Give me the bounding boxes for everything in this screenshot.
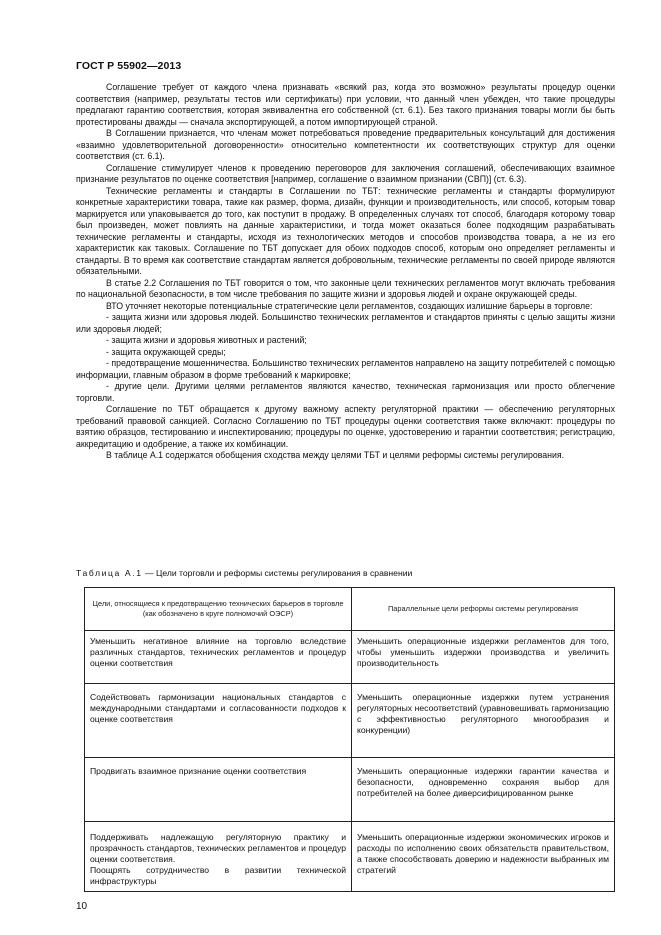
- table-header-left: [85, 588, 352, 631]
- table-row: [85, 758, 615, 822]
- table-header-row: [85, 588, 615, 631]
- table-cell-text: Поощрять сотрудничество в развитии технической инфраструктуры: [90, 865, 346, 886]
- table-row: [85, 631, 615, 684]
- list-item: - защита окружающей среды;: [106, 346, 226, 357]
- header-left-line: Цели, относящиеся к предотвращению технических барьеров: [92, 599, 306, 608]
- paragraph: В Соглашении признается, что членам может потребоваться проведение предварительных консультаций для достижения «взаимно удовлетворительной договоренности» относительно компетентности их соответствующих структур для оценки соответствия (ст. 6.1).: [76, 128, 615, 161]
- paragraph: Технические регламенты и стандарты в Соглашении по ТБТ: технические регламенты и стандарты формулируют конкретные характеристики товара, такие как размер, форма, дизайн, функции и производительность, или способ, которым товар маркируется или упаковывается до того, как поступит в продажу. В определенных случаях тот способ, благодаря которому товар был произведен, может повлиять на данные характеристики, и тогда может оказаться более подходящим разрабатывать технические регламенты и стандарты, исходя из технологических методов и способов производства товара, а не из его характеристик как таковых. Соглашение по ТБТ допускает для обоих подходов способ, которым оно определяет регламенты и стандарты. В то время как соответствие стандартам является добровольным, технические регламенты по своей природе являются обязательными.: [76, 185, 615, 276]
- table-cell: Содействовать гармонизации национальных стандартов с международными стандартами и согласованности подходов к оценке соответствия: [85, 684, 352, 758]
- paragraph: ВТО уточняет некоторые потенциальные стратегические цели регламентов, создающих излишние барьеры в торговле:: [106, 300, 593, 311]
- paragraph: Соглашение по ТБТ обращается к другому важному аспекту регуляторной практики — обеспечению регуляторных требований правовой санкцией. Согласно Соглашению по ТБТ процедуры оценки соответствия также включают: процедуры по взятию образцов, тестированию и инспектированию; процедуры по оценке, удостоверению и гарантии соответствия; регистрацию, аккредитацию и одобрение, а также их комбинации.: [76, 404, 615, 449]
- table-cell: Уменьшить операционные издержки регламентов для того, чтобы уменьшить издержки производства и увеличить производительность: [352, 631, 615, 684]
- list-item: - защита жизни и здоровья животных и растений;: [106, 335, 307, 345]
- paragraph: Соглашение стимулирует членов к проведению переговоров для заключения соглашений, обеспечивающих взаимное признание результатов по оценке соответствия [например, соглашение о взаимном признании (СВП)] (ст. 6.3).: [76, 162, 615, 184]
- table-cell: Уменьшить негативное влияние на торговлю вследствие различных стандартов, технических регламентов и процедур оценки соответствия: [85, 631, 352, 684]
- table-cell: Продвигать взаимное признание оценки соответствия: [85, 758, 352, 822]
- list-item: - другие цели. Другими целями регламентов являются качество, техническая гармонизация или просто облегчение торговли.: [76, 381, 615, 403]
- table-header-right: Параллельные цели реформы системы регулирования: [352, 588, 615, 631]
- table-caption: [76, 568, 412, 579]
- table-cell-text: Поддерживать надлежащую регуляторную практику и прозрачность стандартов, технических регламентов и процедур оценки соответствия.: [90, 832, 346, 864]
- document-header: ГОСТ Р 55902—2013: [76, 60, 182, 72]
- paragraph: В статье 2.2 Соглашения по ТБТ говорится о том, что законные цели технических регламентов могут включать требования по национальной безопасности, в том числе требования по защите жизни и здоровья людей и охране окружающей среды.: [76, 277, 615, 299]
- table-row: [85, 822, 615, 892]
- header-left-line: в торговле (как обозначено в круге полномочий ОЭСР): [142, 599, 344, 618]
- table-cell: [85, 822, 352, 892]
- table-caption-text: — Цели торговли и реформы системы регулирования в сравнении: [142, 568, 413, 578]
- table-cell: Уменьшить операционные издержки путем устранения регуляторных несоответствий (уравновешивать гармонизацию с эффективностью регуляторного многообразия и конкуренции): [352, 684, 615, 758]
- table-row: [85, 684, 615, 758]
- table-cell: Уменьшить операционные издержки экономических игроков и расходы по исполнению своих обязательств правительством, а также способствовать доверию и надежности выбранных им стратегий: [352, 822, 615, 892]
- table-cell: Уменьшить операционные издержки гарантии качества и безопасности, одновременно сохраняя выбор для потребителей на более диверсифицированном рынке: [352, 758, 615, 822]
- paragraph: Соглашение требует от каждого члена признавать «всякий раз, когда это возможно» результаты процедур оценки соответствия (например, результаты тестов или сертификаты) при условии, что данный член убежден, что такие процедуры предлагают гарантию соответствия, которая эквивалентна его собственной (ст. 6.1). Без такого признания товары могли бы быть протестированы дважды — сначала экспортирующей, а потом импортирующей страной.: [76, 82, 615, 127]
- table-caption-label: Таблица А.1: [76, 568, 143, 578]
- list-item: - защита жизни или здоровья людей. Большинство технических регламентов и стандартов приняты с целью защиты жизни или здоровья людей;: [76, 312, 615, 334]
- comparison-table: [84, 587, 615, 892]
- list-item: - предотвращение мошенничества. Большинство технических регламентов направлено на защиту потребителей с помощью информации, главным образом в форме требований к маркировке;: [76, 358, 615, 380]
- body-text: [76, 82, 615, 462]
- paragraph: В таблице А.1 содержатся обобщения сходства между целями ТБТ и целями реформы системы регулирования.: [106, 450, 565, 460]
- page-number: 10: [76, 901, 88, 912]
